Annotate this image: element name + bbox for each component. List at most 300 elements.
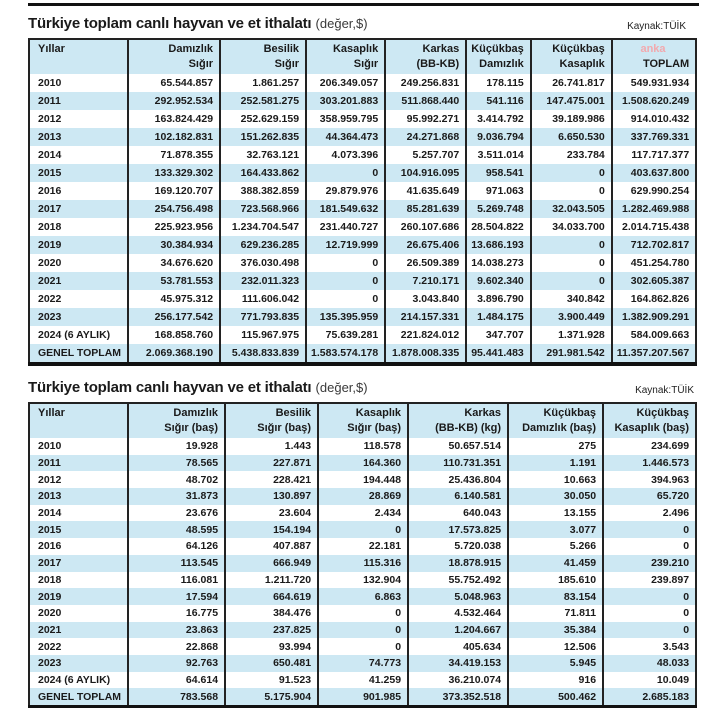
- year-cell: 2022: [38, 293, 62, 305]
- value-cell: 9.036.794: [466, 128, 531, 146]
- value-cell: 5.257.707: [385, 146, 466, 164]
- col-header: [531, 39, 612, 74]
- table-row: [29, 290, 696, 308]
- year-cell: 2015: [29, 521, 128, 538]
- table-row: [29, 254, 696, 272]
- value-cell: 0: [306, 164, 385, 182]
- value-cell: 1.878.008.335: [385, 344, 466, 364]
- value-cell: 5.720.038: [408, 538, 508, 555]
- value-cell: 2.434: [318, 505, 408, 522]
- value-cell: 0: [603, 538, 696, 555]
- value-cell: 41.459: [508, 555, 603, 572]
- value-cell: 206.349.057: [306, 74, 385, 92]
- value-cell: 50.657.514: [408, 438, 508, 455]
- value-cell: 723.568.966: [220, 200, 306, 218]
- year-cell: 2020: [38, 607, 62, 620]
- value-cell: 118.578: [318, 438, 408, 455]
- value-cell: 388.382.859: [220, 182, 306, 200]
- value-cell: 629.990.254: [612, 182, 696, 200]
- value-cell: 34.676.620: [128, 254, 220, 272]
- value-cell: 712.702.817: [612, 236, 696, 254]
- top-divider: [28, 3, 699, 6]
- value-cell: 31.873: [128, 488, 225, 505]
- table2-source: Kaynak:TÜİK: [635, 385, 694, 396]
- header-row: [29, 39, 696, 74]
- col-header-line2: Kasaplık (baş): [614, 422, 690, 434]
- value-cell: 41.635.649: [385, 182, 466, 200]
- value-cell: 3.043.840: [385, 290, 466, 308]
- value-cell: 5.048.963: [408, 588, 508, 605]
- value-cell: 10.663: [508, 471, 603, 488]
- value-cell: 0: [603, 521, 696, 538]
- col-header-line2: TOPLAM: [642, 58, 690, 70]
- value-cell: 394.963: [603, 471, 696, 488]
- value-cell: 113.545: [128, 555, 225, 572]
- year-cell: 2018: [38, 573, 62, 586]
- value-cell: 194.448: [318, 471, 408, 488]
- value-cell: 12.719.999: [306, 236, 385, 254]
- value-cell: 55.752.492: [408, 572, 508, 589]
- value-cell: 34.033.700: [531, 218, 612, 236]
- value-cell: 5.266: [508, 538, 603, 555]
- value-cell: 7.210.171: [385, 272, 466, 290]
- value-cell: 0: [318, 638, 408, 655]
- value-cell: 104.916.095: [385, 164, 466, 182]
- value-cell: 64.614: [128, 672, 225, 689]
- value-cell: 0: [318, 605, 408, 622]
- value-cell: 6.650.530: [531, 128, 612, 146]
- value-cell: 0: [531, 272, 612, 290]
- value-cell: 29.879.976: [306, 182, 385, 200]
- table-row: [29, 505, 696, 522]
- value-cell: 116.081: [128, 572, 225, 589]
- value-cell: 549.931.934: [612, 74, 696, 92]
- value-cell: 541.116: [466, 92, 531, 110]
- year-cell: 2024 (6 AYLIK): [38, 673, 111, 686]
- table-row: [29, 308, 696, 326]
- value-cell: 110.731.351: [408, 455, 508, 472]
- year-cell: 2024 (6 AYLIK): [38, 329, 111, 341]
- value-cell: 111.606.042: [220, 290, 306, 308]
- value-cell: 28.504.822: [466, 218, 531, 236]
- table-row: [29, 326, 696, 344]
- value-cell: 971.063: [466, 182, 531, 200]
- value-cell: 64.126: [128, 538, 225, 555]
- value-cell: 32.763.121: [220, 146, 306, 164]
- table-row: [29, 218, 696, 236]
- value-table-header: [29, 39, 696, 74]
- value-cell: 115.967.975: [220, 326, 306, 344]
- value-cell: 135.395.959: [306, 308, 385, 326]
- value-cell: 35.384: [508, 622, 603, 639]
- col-header: [508, 403, 603, 438]
- table-row: [29, 455, 696, 472]
- year-cell: 2010: [38, 77, 62, 89]
- value-cell: 2.014.715.438: [612, 218, 696, 236]
- count-table: [28, 402, 697, 708]
- col-header-line2: (BB-KB): [416, 58, 460, 70]
- value-cell: 22.181: [318, 538, 408, 555]
- value-cell: 302.605.387: [612, 272, 696, 290]
- value-cell: 1.191: [508, 455, 603, 472]
- value-table: [28, 38, 697, 366]
- value-cell: 373.352.518: [408, 688, 508, 707]
- value-cell: 151.262.835: [220, 128, 306, 146]
- year-cell: 2017: [29, 200, 128, 218]
- count-table-header: [29, 403, 696, 438]
- value-cell: 225.923.956: [128, 218, 220, 236]
- table-row: [29, 92, 696, 110]
- value-cell: 1.508.620.249: [612, 92, 696, 110]
- col-header-line2: Sığır (baş): [347, 422, 402, 434]
- year-cell: 2019: [29, 236, 128, 254]
- table-row: [29, 555, 696, 572]
- table-row: [29, 128, 696, 146]
- col-header-line1: Küçükbaş: [552, 43, 605, 55]
- year-cell: 2021: [29, 622, 128, 639]
- year-cell: 2014: [38, 507, 62, 520]
- value-cell: 30.384.934: [128, 236, 220, 254]
- value-cell: 0: [603, 622, 696, 639]
- value-cell: 1.443: [225, 438, 318, 455]
- value-cell: 2.496: [603, 505, 696, 522]
- value-cell: 4.532.464: [408, 605, 508, 622]
- value-cell: 958.541: [466, 164, 531, 182]
- year-cell: 2012: [38, 113, 62, 125]
- year-cell: 2010: [38, 440, 62, 453]
- table2-title-text: Türkiye toplam canlı hayvan ve et ithalatı: [28, 379, 312, 396]
- col-header: [29, 39, 128, 74]
- col-header-line1: Küçükbaş: [471, 43, 524, 55]
- table-row: [29, 672, 696, 689]
- value-cell: 26.509.389: [385, 254, 466, 272]
- year-cell: 2020: [38, 257, 62, 269]
- table1-title-text: Türkiye toplam canlı hayvan ve et ithalatı: [28, 15, 312, 32]
- value-cell: 291.981.542: [531, 344, 612, 364]
- value-cell: 0: [603, 588, 696, 605]
- value-cell: 24.271.868: [385, 128, 466, 146]
- value-cell: 1.583.574.178: [306, 344, 385, 364]
- value-cell: 34.419.153: [408, 655, 508, 672]
- value-cell: 147.475.001: [531, 92, 612, 110]
- col-header: [128, 403, 225, 438]
- col-header-line1: Besilik: [263, 43, 300, 55]
- value-cell: 17.573.825: [408, 521, 508, 538]
- col-header: [603, 403, 696, 438]
- value-cell: 3.414.792: [466, 110, 531, 128]
- col-header-line2: Sığır (baş): [257, 422, 312, 434]
- table-row: [29, 272, 696, 290]
- value-cell: 23.604: [225, 505, 318, 522]
- value-cell: 2.069.368.190: [128, 344, 220, 364]
- col-header: [225, 403, 318, 438]
- value-cell: 95.992.271: [385, 110, 466, 128]
- value-cell: 407.887: [225, 538, 318, 555]
- value-cell: 340.842: [531, 290, 612, 308]
- value-cell: 0: [306, 254, 385, 272]
- col-header: [466, 39, 531, 74]
- value-cell: 115.316: [318, 555, 408, 572]
- table-row: [29, 110, 696, 128]
- value-cell: 260.107.686: [385, 218, 466, 236]
- value-cell: 914.010.432: [612, 110, 696, 128]
- table-row: [29, 200, 696, 218]
- value-cell: 1.484.175: [466, 308, 531, 326]
- value-cell: 239.897: [603, 572, 696, 589]
- value-cell: 164.862.826: [612, 290, 696, 308]
- value-cell: 117.717.377: [612, 146, 696, 164]
- value-cell: 41.259: [318, 672, 408, 689]
- table-row: [29, 438, 696, 455]
- value-cell: 169.120.707: [128, 182, 220, 200]
- table-row: [29, 182, 696, 200]
- value-cell: 292.952.534: [128, 92, 220, 110]
- value-cell: 1.861.257: [220, 74, 306, 92]
- value-cell: 303.201.883: [306, 92, 385, 110]
- value-cell: 74.773: [318, 655, 408, 672]
- value-cell: 6.140.581: [408, 488, 508, 505]
- value-cell: 3.077: [508, 521, 603, 538]
- value-cell: 3.900.449: [531, 308, 612, 326]
- table2-title-row: [28, 379, 694, 397]
- total-row: [29, 344, 696, 364]
- value-cell: 178.115: [466, 74, 531, 92]
- year-cell: GENEL TOPLAM: [29, 688, 128, 707]
- col-header-line2: Kasaplık: [559, 58, 605, 70]
- value-cell: 45.975.312: [128, 290, 220, 308]
- value-cell: 48.033: [603, 655, 696, 672]
- col-header-line1: Küçükbaş: [543, 407, 597, 419]
- col-header-line1: Damızlık: [168, 43, 214, 55]
- value-cell: 36.210.074: [408, 672, 508, 689]
- year-cell: 2013: [29, 128, 128, 146]
- table-row: [29, 538, 696, 555]
- table1-title-row: [28, 15, 686, 33]
- value-cell: 132.904: [318, 572, 408, 589]
- table2-title-unit: (değer,$): [315, 380, 368, 395]
- value-cell: 1.371.928: [531, 326, 612, 344]
- value-cell: 358.959.795: [306, 110, 385, 128]
- value-cell: 71.811: [508, 605, 603, 622]
- year-cell: 2023: [29, 655, 128, 672]
- value-cell: 650.481: [225, 655, 318, 672]
- value-cell: 0: [318, 521, 408, 538]
- table-row: [29, 638, 696, 655]
- value-cell: 17.594: [128, 588, 225, 605]
- year-cell: 2011: [29, 455, 128, 472]
- col-header: [220, 39, 306, 74]
- value-cell: 239.210: [603, 555, 696, 572]
- year-cell: 2014: [38, 149, 62, 161]
- value-cell: 95.441.483: [466, 344, 531, 364]
- total-row: [29, 688, 696, 707]
- year-cell: 2017: [29, 555, 128, 572]
- value-cell: 65.544.857: [128, 74, 220, 92]
- value-cell: 1.282.469.988: [612, 200, 696, 218]
- year-cell: 2013: [29, 488, 128, 505]
- col-header: [385, 39, 466, 74]
- value-cell: 1.446.573: [603, 455, 696, 472]
- table-row: [29, 572, 696, 589]
- value-cell: 83.154: [508, 588, 603, 605]
- value-cell: 5.438.833.839: [220, 344, 306, 364]
- table-row: [29, 146, 696, 164]
- value-cell: 664.619: [225, 588, 318, 605]
- value-cell: 19.928: [128, 438, 225, 455]
- value-cell: 130.897: [225, 488, 318, 505]
- value-cell: 403.637.800: [612, 164, 696, 182]
- value-cell: 48.595: [128, 521, 225, 538]
- value-cell: 666.949: [225, 555, 318, 572]
- year-cell: GENEL TOPLAM: [29, 344, 128, 364]
- value-cell: 249.256.831: [385, 74, 466, 92]
- col-header: [408, 403, 508, 438]
- value-cell: 133.329.302: [128, 164, 220, 182]
- count-table-section: [0, 379, 711, 708]
- value-cell: 227.871: [225, 455, 318, 472]
- value-cell: 275: [508, 438, 603, 455]
- col-header-line1: Karkas: [464, 407, 502, 419]
- value-cell: 640.043: [408, 505, 508, 522]
- value-cell: 234.699: [603, 438, 696, 455]
- value-cell: 337.769.331: [612, 128, 696, 146]
- value-table-body: [29, 74, 696, 364]
- value-cell: 0: [531, 236, 612, 254]
- value-cell: 48.702: [128, 471, 225, 488]
- value-cell: 1.211.720: [225, 572, 318, 589]
- count-table-body: [29, 438, 696, 707]
- value-cell: 252.581.275: [220, 92, 306, 110]
- value-cell: 92.763: [128, 655, 225, 672]
- value-cell: 53.781.553: [128, 272, 220, 290]
- value-cell: 0: [318, 622, 408, 639]
- value-cell: 23.676: [128, 505, 225, 522]
- value-cell: 22.868: [128, 638, 225, 655]
- col-header-line2: Damızlık (baş): [522, 422, 597, 434]
- year-cell: 2019: [29, 588, 128, 605]
- value-cell: 231.440.727: [306, 218, 385, 236]
- value-cell: 163.824.429: [128, 110, 220, 128]
- value-cell: 0: [603, 605, 696, 622]
- col-header-line1: Küçükbaş: [636, 407, 690, 419]
- table-row: [29, 622, 696, 639]
- col-header-line1: Damızlık: [173, 407, 219, 419]
- value-cell: 256.177.542: [128, 308, 220, 326]
- col-header: [306, 39, 385, 74]
- col-header-line1: Karkas: [422, 43, 460, 55]
- table-row: [29, 74, 696, 92]
- year-cell: 2011: [29, 92, 128, 110]
- value-cell: 0: [531, 182, 612, 200]
- value-cell: 0: [531, 254, 612, 272]
- col-header-line2: Damızlık: [479, 58, 524, 70]
- value-cell: 0: [306, 272, 385, 290]
- table1-source: Kaynak:TÜİK: [627, 21, 686, 32]
- year-cell: 2016: [38, 185, 62, 197]
- value-cell: 221.824.012: [385, 326, 466, 344]
- value-cell: 916: [508, 672, 603, 689]
- year-cell: 2012: [38, 473, 62, 486]
- value-cell: 629.236.285: [220, 236, 306, 254]
- value-cell: 3.543: [603, 638, 696, 655]
- value-cell: 3.896.790: [466, 290, 531, 308]
- value-cell: 9.602.340: [466, 272, 531, 290]
- table2-title: [28, 379, 368, 397]
- value-cell: 901.985: [318, 688, 408, 707]
- table1-title: [28, 15, 368, 33]
- value-cell: 13.686.193: [466, 236, 531, 254]
- value-cell: 252.629.159: [220, 110, 306, 128]
- col-header-line2: Sığır: [188, 58, 214, 70]
- value-cell: 451.254.780: [612, 254, 696, 272]
- value-cell: 3.511.014: [466, 146, 531, 164]
- value-cell: 228.421: [225, 471, 318, 488]
- col-header: [29, 403, 128, 438]
- value-cell: 0: [531, 164, 612, 182]
- col-header-line2: Sığır: [274, 58, 300, 70]
- value-cell: 237.825: [225, 622, 318, 639]
- value-cell: 12.506: [508, 638, 603, 655]
- value-cell: 26.675.406: [385, 236, 466, 254]
- value-cell: 4.073.396: [306, 146, 385, 164]
- header-row: [29, 403, 696, 438]
- value-cell: 511.868.440: [385, 92, 466, 110]
- value-cell: 214.157.331: [385, 308, 466, 326]
- year-cell: 2015: [29, 164, 128, 182]
- value-cell: 91.523: [225, 672, 318, 689]
- table-row: [29, 236, 696, 254]
- col-header-line1: Besilik: [275, 407, 312, 419]
- value-cell: 233.784: [531, 146, 612, 164]
- col-header-line1: Kasaplık: [332, 43, 379, 55]
- value-cell: 164.360: [318, 455, 408, 472]
- year-cell: 2023: [29, 308, 128, 326]
- value-cell: 39.189.986: [531, 110, 612, 128]
- value-cell: 232.011.323: [220, 272, 306, 290]
- value-cell: 405.634: [408, 638, 508, 655]
- col-header-line2: [38, 421, 121, 436]
- col-header: [612, 39, 696, 74]
- value-cell: 154.194: [225, 521, 318, 538]
- col-header-line1: Kasaplık: [355, 407, 402, 419]
- value-cell: 30.050: [508, 488, 603, 505]
- year-cell: 2018: [38, 221, 62, 233]
- value-cell: 44.364.473: [306, 128, 385, 146]
- value-cell: 1.234.704.547: [220, 218, 306, 236]
- value-cell: 85.281.639: [385, 200, 466, 218]
- value-cell: 5.945: [508, 655, 603, 672]
- value-cell: 26.741.817: [531, 74, 612, 92]
- col-header-line2: Sığır: [353, 58, 379, 70]
- col-header: [128, 39, 220, 74]
- col-header-line2: [38, 57, 121, 72]
- value-cell: 347.707: [466, 326, 531, 344]
- value-cell: 771.793.835: [220, 308, 306, 326]
- value-cell: 164.433.862: [220, 164, 306, 182]
- value-cell: 384.476: [225, 605, 318, 622]
- value-cell: 1.204.667: [408, 622, 508, 639]
- value-cell: 25.436.804: [408, 471, 508, 488]
- year-cell: 2022: [38, 640, 62, 653]
- value-cell: 75.639.281: [306, 326, 385, 344]
- value-cell: 168.858.760: [128, 326, 220, 344]
- col-header: [318, 403, 408, 438]
- value-cell: 71.878.355: [128, 146, 220, 164]
- value-cell: 2.685.183: [603, 688, 696, 707]
- table1-title-unit: (değer,$): [315, 16, 368, 31]
- value-cell: 0: [306, 290, 385, 308]
- value-cell: 584.009.663: [612, 326, 696, 344]
